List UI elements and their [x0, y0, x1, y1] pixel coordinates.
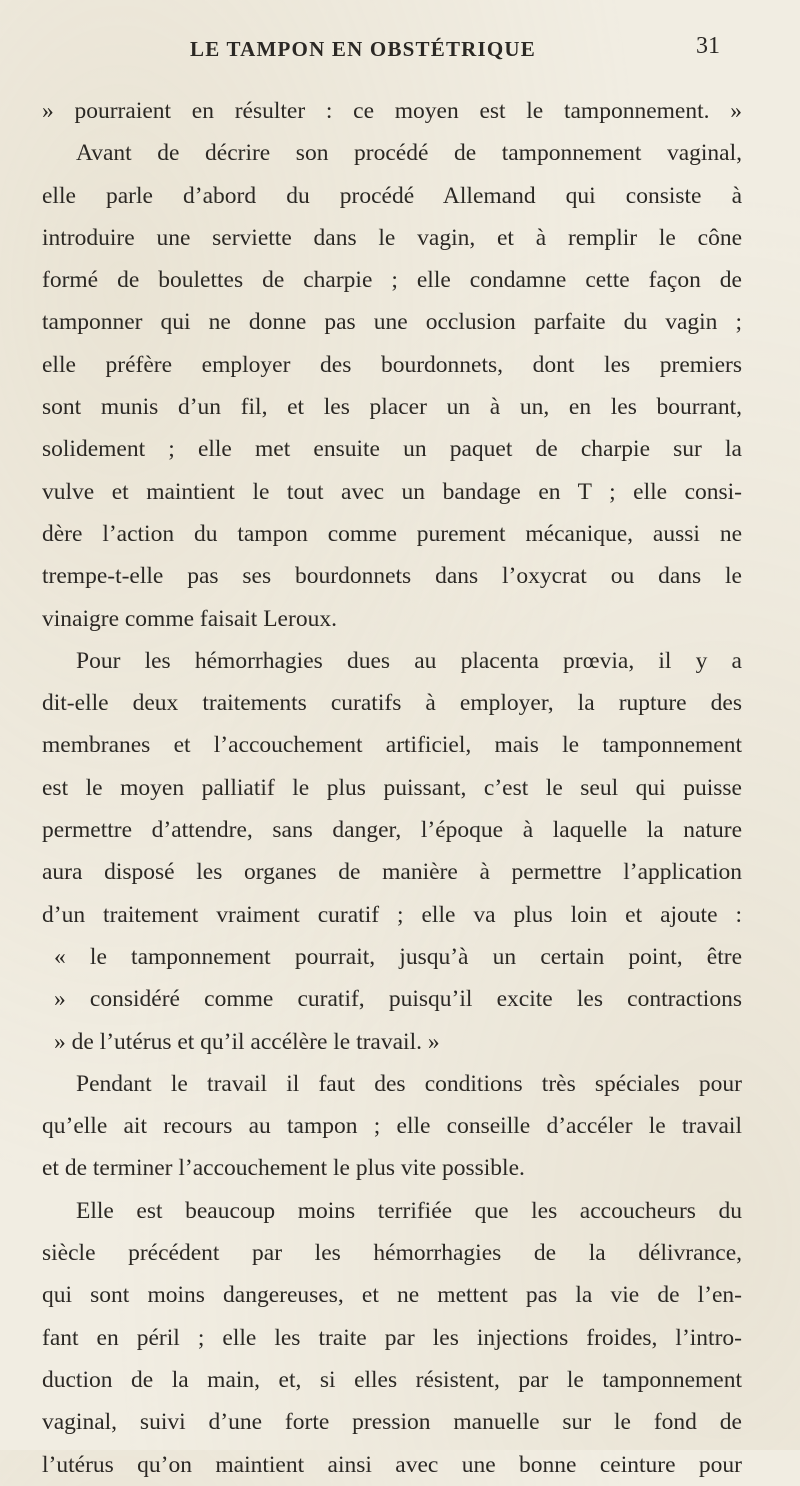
text-line: trempe-t-elle pas ses bourdonnets dans l’oxycrat ou dans le	[42, 563, 742, 590]
page-number: 31	[696, 33, 720, 59]
body-text	[42, 90, 742, 1486]
running-title: LE TAMPON EN OBSTÉTRIQUE	[190, 37, 537, 61]
text-line: vaginal, suivi d’une forte pression manuelle sur le fond de	[42, 1409, 742, 1436]
text-line: » pourraient en résulter : ce moyen est le tamponnement. »	[42, 98, 742, 124]
text-line: dère l’action du tampon comme purement mécanique, aussi ne	[42, 520, 742, 547]
page-header	[190, 33, 720, 67]
text-line: tamponner qui ne donne pas une occlusion parfaite du vagin ;	[42, 309, 742, 336]
text-line: permettre d’attendre, sans danger, l’époque à laquelle la nature	[42, 817, 742, 844]
text-line: Pour les hémorrhagies dues au placenta prœvia, il y a	[76, 647, 742, 674]
text-line: formé de boulettes de charpie ; elle condamne cette façon de	[42, 267, 742, 294]
text-line: » considéré comme curatif, puisqu’il excite les contractions	[54, 986, 742, 1013]
text-line: Avant de décrire son procédé de tamponnement vaginal,	[76, 140, 742, 167]
text-line: vinaigre comme faisait Leroux.	[42, 605, 337, 632]
text-line: Elle est beaucoup moins terrifiée que les accoucheurs du	[76, 1197, 742, 1224]
text-line: et de terminer l’accouchement le plus vite possible.	[42, 1155, 525, 1182]
text-line: membranes et l’accouchement artificiel, mais le tamponnement	[42, 732, 742, 759]
text-line: qu’elle ait recours au tampon ; elle conseille d’accéler le travail	[42, 1113, 742, 1140]
text-line: solidement ; elle met ensuite un paquet de charpie sur la	[42, 436, 742, 463]
text-line: Pendant le travail il faut des conditions très spéciales pour	[76, 1070, 742, 1097]
text-line: duction de la main, et, si elles résistent, par le tamponnement	[42, 1366, 742, 1393]
text-line: « le tamponnement pourrait, jusqu’à un certain point, être	[54, 943, 742, 970]
text-line: d’un traitement vraiment curatif ; elle va plus loin et ajoute :	[42, 901, 742, 928]
text-line: elle préfère employer des bourdonnets, dont les premiers	[42, 351, 742, 378]
text-line: fant en péril ; elle les traite par les injections froides, l’intro-	[42, 1324, 742, 1351]
text-line: elle parle d’abord du procédé Allemand qui consiste à	[42, 182, 742, 209]
text-line: aura disposé les organes de manière à permettre l’application	[42, 859, 742, 886]
text-line: qui sont moins dangereuses, et ne mettent pas la vie de l’en-	[42, 1282, 742, 1309]
text-line: siècle précédent par les hémorrhagies de la délivrance,	[42, 1240, 742, 1267]
text-line: l’utérus qu’on maintient ainsi avec une bonne ceinture pour	[42, 1451, 742, 1478]
text-line: sont munis d’un fil, et les placer un à un, en les bourrant,	[42, 394, 742, 421]
text-line: est le moyen palliatif le plus puissant, c’est le seul qui puisse	[42, 774, 742, 801]
text-line: » de l’utérus et qu’il accélère le travail. »	[54, 1028, 440, 1055]
text-line: vulve et maintient le tout avec un bandage en T ; elle consi-	[42, 478, 742, 505]
text-line: introduire une serviette dans le vagin, et à remplir le cône	[42, 224, 742, 251]
text-line: dit-elle deux traitements curatifs à employer, la rupture des	[42, 690, 742, 717]
